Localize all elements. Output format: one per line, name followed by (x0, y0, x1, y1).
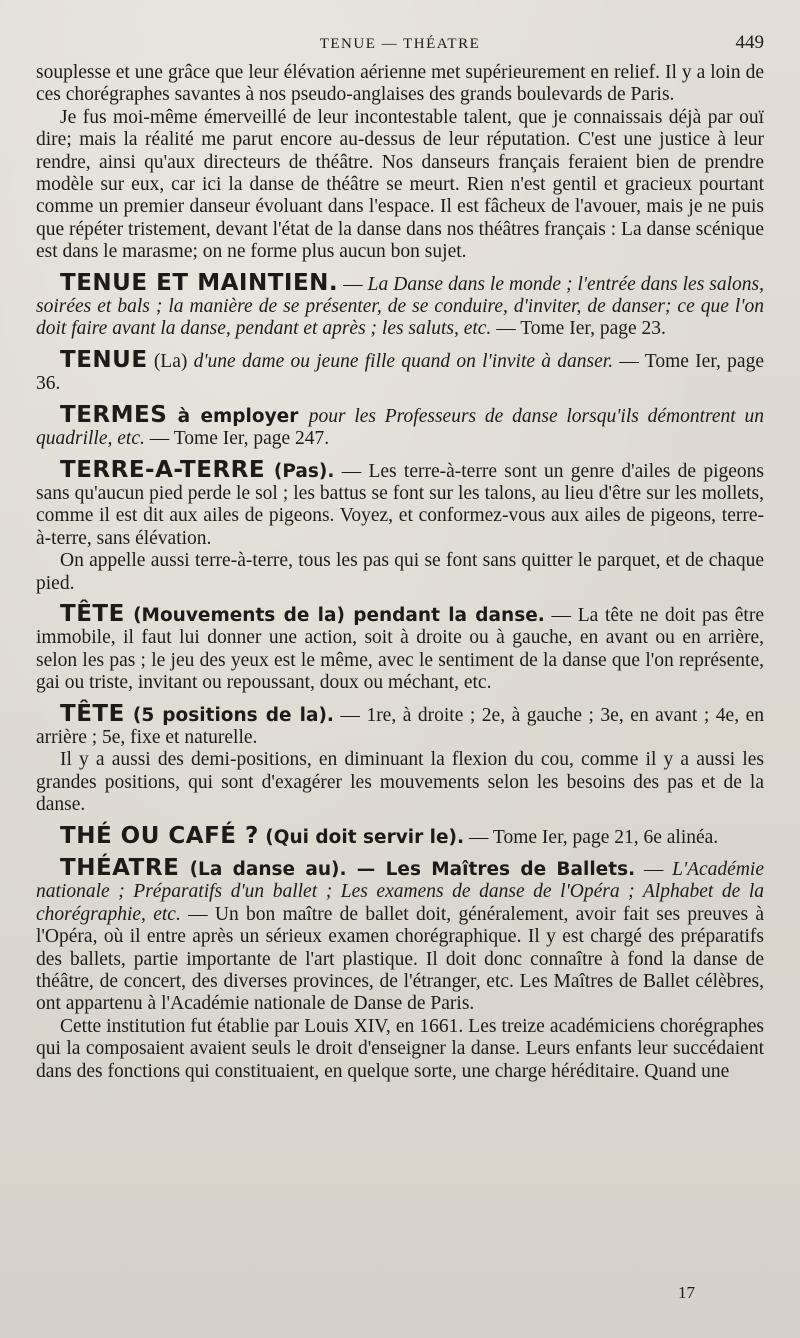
entry-theatre (36, 857, 764, 1016)
entry-tenue-et-maintien (36, 269, 764, 341)
paragraph: Cette institution fut établie par Louis XIV, en 1661. Les treize académiciens chorégraphes qui la composaient avaient seuls le droit d'enseigner la danse. Leurs enfants leur succédaient dans des fonctions qui constituaient, en quelque sorte, une charge héréditaire. Quand une (36, 1015, 764, 1082)
running-title: TENUE — THÉATRE (319, 36, 481, 52)
headword: THÉATRE (60, 855, 180, 881)
subheading: à employer (167, 405, 309, 427)
qualifier: (La) (147, 350, 194, 372)
headword: TÊTE (60, 600, 125, 627)
dash: — (338, 273, 368, 295)
cross-reference: — Tome Ier, page 247. (144, 428, 330, 450)
running-head (36, 28, 764, 62)
entry-terre-a-terre (36, 456, 764, 551)
entry-text: — Tome Ier, page 21, 6e alinéa. (464, 826, 719, 848)
paragraph: On appelle aussi terre-à-terre, tous les pas qui se font sans quitter le parquet, et de chaque pied. (36, 550, 764, 594)
entry-description: La Danse dans le monde ; l'entrée dans les salons, soirées et bals ; la manière de se présenter, de se conduire, d'inviter, de danser; ce que l'on doit faire avant la danse, pendant et après ; les saluts, etc. (36, 273, 764, 340)
signature-mark: 17 (678, 1283, 695, 1302)
entry-the-ou-cafe (36, 822, 764, 849)
entry-termes (36, 401, 765, 451)
subheading: (Mouvements de la) pendant la danse. (124, 604, 545, 626)
entry-description: pour les Professeurs de danse lorsqu'ils démontrent un quadrille, etc. (36, 405, 765, 450)
headword: THÉ OU CAFÉ ? (60, 822, 259, 849)
entry-text: — Les terre-à-terre sont un genre d'ailes de pigeons sans qu'aucun pied perde le sol ; les battus se font sur les talons, au lieu d'être sur les mollets, comme il est dit aux ailes de pigeons. Voyez, et conformez-vous aux ailes de pigeons, terre-à-terre, sans élévation. (36, 460, 764, 549)
entry-description: L'Académie nationale ; Préparatifs d'un ballet ; Les examens de danse de l'Opéra ; Alphabet de la chorégraphie, etc. (36, 859, 764, 925)
headword: TERRE-A-TERRE (60, 456, 266, 483)
entry-tenue-la (36, 346, 764, 396)
headword: TERMES (60, 401, 168, 428)
entry-tete-mouvements (36, 600, 764, 695)
paragraph: Il y a aussi des demi-positions, en diminuant la flexion du cou, comme il y a aussi les grandes positions, qui sont d'exagérer les mouvements selon les besoins des pas et de la danse. (36, 749, 764, 816)
page-number: 449 (735, 32, 764, 53)
body-text (36, 62, 764, 1083)
entry-text: — 1re, à droite ; 2e, à gauche ; 3e, en avant ; 4e, en arrière ; 5e, fixe et naturelle. (36, 704, 764, 748)
entry-tete-positions (36, 700, 764, 750)
paragraph: souplesse et une grâce que leur élévation aérienne met supérieurement en relief. Il y a loin de ces chorégraphes savantes à nos pseudo-anglaises des grands boulevards de Paris. (36, 62, 764, 106)
dash: — (635, 859, 673, 880)
subheading: (5 positions de la). (124, 704, 334, 726)
headword: TÊTE (60, 700, 125, 727)
headword: TENUE ET MAINTIEN. (60, 269, 339, 296)
headword: TENUE (60, 346, 148, 373)
entry-text: — Un bon maître de ballet doit, généralement, avoir fait ses preuves à l'Opéra, où il entre après un sérieux examen chorégraphique. Il y est chargé des préparatifs des ballets, partie importante de l'art plastique. Il doit donc connaître à fond la danse de théâtre, de concert, des diverses provinces, de l'étranger, etc. Les Maîtres de Ballet célèbres, ont appartenu à l'Académie nationale de Danse de Paris. (36, 903, 764, 1015)
subheading: (La danse au). — Les Maîtres de Ballets. (179, 859, 636, 880)
subheading: (Qui doit servir le). (258, 826, 465, 848)
entry-description: d'une dame ou jeune fille quand on l'invite à danser. (193, 350, 614, 372)
subheading: (Pas). (265, 460, 335, 482)
entry-text: — La tête ne doit pas être immobile, il faut lui donner une action, soit à droite ou à gauche, en avant ou en arrière, selon les pas ; le jeu des yeux est le même, avec le sentiment de la danse que l'on représente, gai ou triste, invitant ou repoussant, doux ou méchant, etc. (36, 604, 764, 694)
paragraph: Je fus moi-même émerveillé de leur incontestable talent, que je connaissais déjà par ouï dire; mais la réalité me parut encore au-dessus de leur réputation. C'est une justice à leur rendre, ainsi qu'aux directeurs de théâtre. Nos danseurs français feraient bien de prendre modèle sur eux, car ici la danse de théâtre se meurt. Rien n'est gentil et gracieux pourtant comme un premier danseur évoluant dans l'espace. Il est fâcheux de l'avouer, mais je ne puis que répéter tristement, devant l'état de la danse dans nos théâtres français : La danse scénique est dans le marasme; on ne forme plus aucun bon sujet. (36, 106, 764, 263)
cross-reference: — Tome Ier, page 36. (36, 350, 764, 395)
cross-reference: — Tome Ier, page 23. (491, 318, 666, 340)
